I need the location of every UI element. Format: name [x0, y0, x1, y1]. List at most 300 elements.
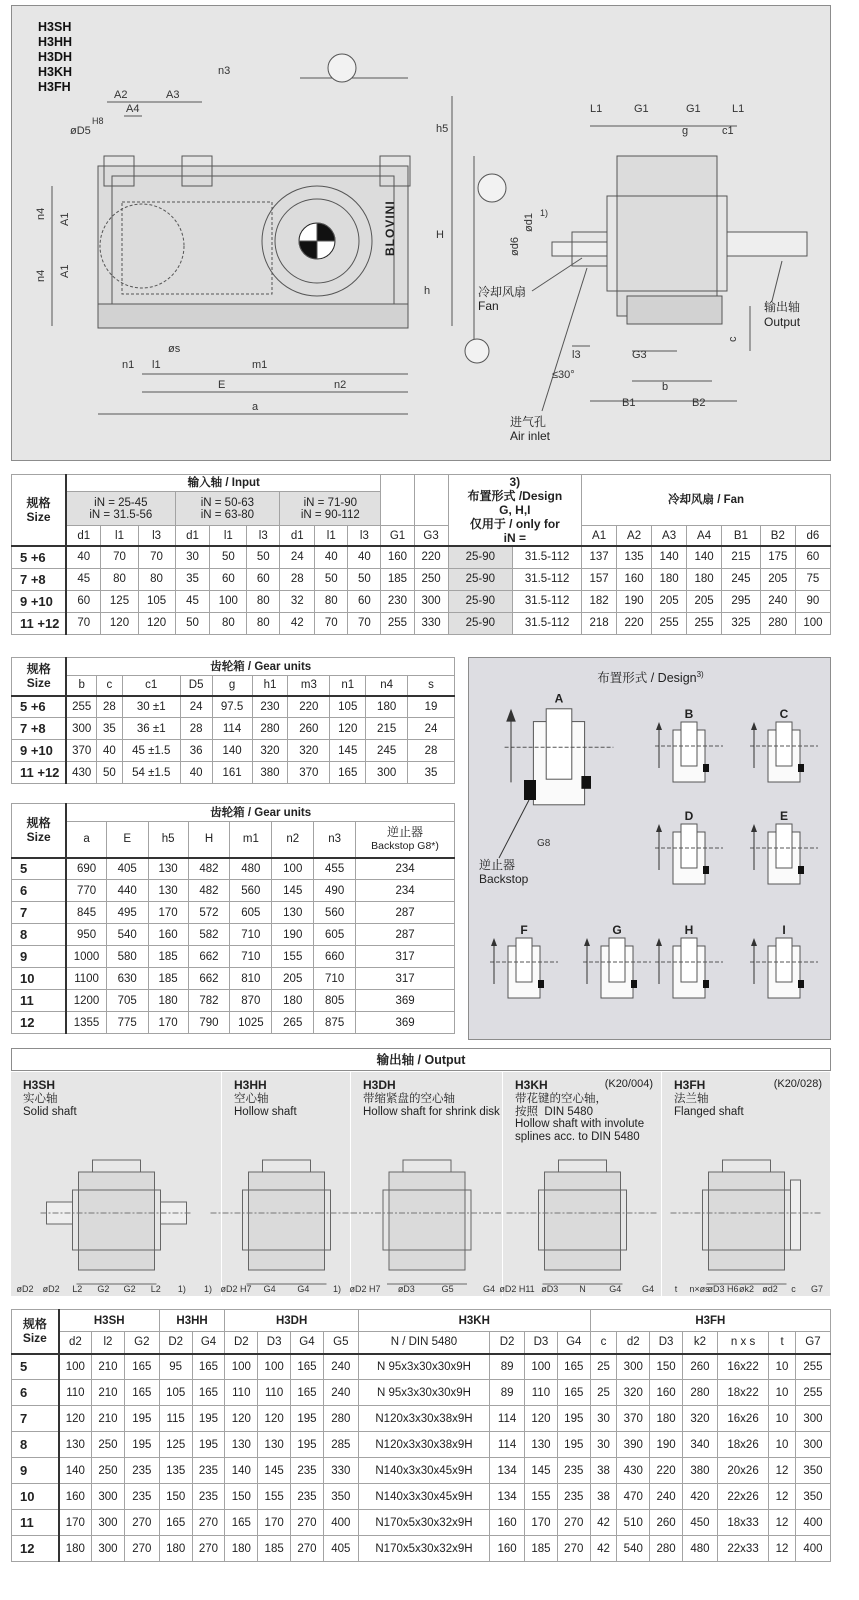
column-header: d6	[795, 526, 830, 546]
dim-label: t	[674, 1284, 678, 1294]
table-cell: 60	[247, 568, 280, 590]
table-cell: 160	[650, 1380, 683, 1406]
table-cell: 120	[59, 1406, 92, 1432]
table-cell: 210	[92, 1406, 125, 1432]
dim-label: G4	[297, 1284, 310, 1294]
table-cell: 235	[124, 1484, 159, 1510]
dim-label: G4	[641, 1284, 655, 1294]
table-cell: 195	[124, 1406, 159, 1432]
output-type-description: 法兰轴 Flanged shaft	[674, 1093, 744, 1118]
gear-units-header: 齿轮箱 / Gear units	[66, 804, 454, 822]
arrangement-label: G	[612, 923, 622, 937]
column-header: l3	[138, 526, 175, 546]
backstop-label: 逆止器 Backstop	[479, 858, 529, 886]
table-cell: 245	[366, 740, 408, 762]
ratio-group: iN = 71-90 iN = 90-112	[280, 492, 381, 526]
table-row	[12, 612, 831, 634]
dim-label: B2	[692, 397, 706, 409]
table-cell: 18x22	[717, 1380, 768, 1406]
dim-label: 1)	[203, 1284, 213, 1294]
output-panel-h3kh	[499, 1072, 662, 1296]
table-cell: 775	[106, 1012, 148, 1034]
table-row	[12, 1406, 831, 1432]
column-header: G4	[557, 1332, 590, 1354]
table-cell: 36 ±1	[122, 718, 180, 740]
table-cell: 230	[252, 696, 288, 718]
dim-label: g	[682, 125, 689, 137]
table-cell: 330	[414, 612, 448, 634]
dim-label: øD5	[70, 125, 91, 137]
table-cell: 18x33	[717, 1510, 768, 1536]
table-cell: 287	[356, 902, 455, 924]
table-row	[12, 696, 455, 718]
table-cell: 25	[590, 1354, 617, 1380]
table-cell: 180	[650, 1406, 683, 1432]
table-cell: 50	[348, 568, 381, 590]
dim-label: 1)	[332, 1284, 342, 1294]
column-header: D2	[159, 1332, 192, 1354]
table-cell: 195	[557, 1406, 590, 1432]
table-cell: 130	[272, 902, 314, 924]
table-cell: 280	[323, 1406, 358, 1432]
arrangement-label: F	[520, 923, 528, 937]
size-cell: 9	[12, 946, 67, 968]
group-header: H3SH	[59, 1310, 160, 1332]
table-cell: 45	[175, 590, 210, 612]
table-cell: 165	[124, 1354, 159, 1380]
arrangement-diagram	[583, 923, 651, 998]
table-cell: 25	[590, 1380, 617, 1406]
table-cell: 145	[525, 1458, 558, 1484]
fan-cell: 205	[760, 568, 795, 590]
column-header: l3	[247, 526, 280, 546]
table-row	[12, 968, 455, 990]
table-cell: 280	[252, 718, 288, 740]
column-header: b	[66, 676, 96, 696]
table-cell: 120	[330, 718, 366, 740]
table-cell: 705	[106, 990, 148, 1012]
column-header: D3	[650, 1332, 683, 1354]
table-cell: 300	[617, 1354, 650, 1380]
table-cell: 150	[159, 1484, 192, 1510]
table-cell: 50	[315, 568, 348, 590]
table-cell: 260	[288, 718, 330, 740]
table-cell: 130	[525, 1432, 558, 1458]
size-cell: 5	[12, 858, 67, 880]
output-panel-h3fh	[662, 1072, 831, 1296]
output-type-description: 实心轴 Solid shaft	[23, 1093, 77, 1118]
table-cell: 40	[96, 740, 122, 762]
table-cell: 950	[66, 924, 106, 946]
design-header: 3) 布置形式 /Design G, H,I 仅用于 / only for iN =	[448, 475, 581, 547]
table-cell: 255	[795, 1380, 830, 1406]
column-header: d1	[175, 526, 210, 546]
table-cell: 300	[795, 1432, 830, 1458]
table-cell: 320	[288, 740, 330, 762]
column-header: N / DIN 5480	[358, 1332, 489, 1354]
dim-label: øD2	[42, 1284, 60, 1294]
table-cell: 180	[272, 990, 314, 1012]
dim-label: ød6	[509, 237, 521, 256]
size-cell: 6	[12, 1380, 59, 1406]
table-cell: 150	[225, 1484, 258, 1510]
table-cell: 195	[124, 1432, 159, 1458]
table-cell: 165	[291, 1354, 324, 1380]
table-cell: 190	[650, 1432, 683, 1458]
table-cell: 70	[66, 612, 101, 634]
column-header: a	[66, 822, 106, 858]
table-cell: 42	[590, 1510, 617, 1536]
table-cell: 125	[159, 1432, 192, 1458]
table-cell: 170	[148, 902, 188, 924]
output-type-name: H3DH	[363, 1078, 396, 1092]
dim-label: 1)	[540, 208, 549, 218]
gearbox-drawing-panel	[11, 5, 831, 461]
table-cell: 270	[124, 1536, 159, 1562]
arrangement-diagram	[505, 691, 614, 804]
table-cell: 38	[590, 1484, 617, 1510]
column-header: c	[96, 676, 122, 696]
table-cell: 120	[138, 612, 175, 634]
table-cell: 234	[356, 880, 455, 902]
table-cell: 710	[314, 968, 356, 990]
table-cell: 380	[683, 1458, 718, 1484]
dim-label: G3	[632, 349, 647, 361]
ratio-cell: 31.5-112	[513, 568, 582, 590]
fan-cell: 90	[795, 590, 830, 612]
angle-label: ≤30°	[552, 369, 575, 381]
ratio-cell: 25-90	[448, 546, 513, 568]
table-cell: 130	[148, 880, 188, 902]
table-cell: 235	[291, 1458, 324, 1484]
table-cell: 287	[356, 924, 455, 946]
output-type-code: (K20/028)	[773, 1078, 822, 1090]
model-name: H3SH	[38, 20, 72, 34]
table-cell: 134	[490, 1484, 525, 1510]
table-cell: 28	[96, 696, 122, 718]
table-cell: 165	[291, 1380, 324, 1406]
table-cell: 490	[314, 880, 356, 902]
table-row	[12, 990, 455, 1012]
table-cell: 60	[348, 590, 381, 612]
column-header: D3	[525, 1332, 558, 1354]
output-type-name: H3HH	[234, 1078, 267, 1092]
table-cell: 405	[323, 1536, 358, 1562]
design-arrangement-panel	[468, 657, 831, 1040]
size-cell: 7	[12, 1406, 59, 1432]
dim-label: G4	[263, 1284, 276, 1294]
table-cell: 140	[212, 740, 252, 762]
table-cell: 32	[280, 590, 315, 612]
size-cell: 8	[12, 1432, 59, 1458]
table-cell: 145	[258, 1458, 291, 1484]
table-cell: 270	[192, 1510, 225, 1536]
table-cell: 180	[366, 696, 408, 718]
table-cell: 160	[59, 1484, 92, 1510]
table-cell: 662	[188, 946, 230, 968]
ratio-cell: 31.5-112	[513, 590, 582, 612]
dim-label: b	[662, 381, 669, 393]
table-cell: 70	[101, 546, 138, 568]
table-cell: N 95x3x30x30x9H	[358, 1380, 489, 1406]
table-cell: 150	[650, 1354, 683, 1380]
table-cell: 100	[59, 1354, 92, 1380]
table-cell: 180	[225, 1536, 258, 1562]
table-cell: N120x3x30x38x9H	[358, 1432, 489, 1458]
dim-label: ød1	[523, 213, 535, 232]
table-cell: 320	[617, 1380, 650, 1406]
dim-label: ød2	[762, 1284, 778, 1294]
table-cell: 40	[66, 546, 101, 568]
table-cell: 240	[323, 1380, 358, 1406]
table-cell: 35	[175, 568, 210, 590]
table-cell: 710	[230, 946, 272, 968]
dim-label: øD3	[541, 1284, 559, 1294]
output-type-code: (K20/004)	[604, 1078, 653, 1090]
table-cell: 12	[769, 1484, 796, 1510]
size-cell: 12	[12, 1536, 59, 1562]
ratio-group: iN = 50-63 iN = 63-80	[175, 492, 280, 526]
table-cell: 405	[106, 858, 148, 880]
table-cell: 810	[230, 968, 272, 990]
column-header: l1	[315, 526, 348, 546]
table-cell: 1355	[66, 1012, 106, 1034]
fan-label-cn: 冷却风扇	[478, 285, 527, 299]
arrangement-diagram	[490, 923, 558, 998]
table-cell: 185	[258, 1536, 291, 1562]
table-cell: 42	[590, 1536, 617, 1562]
table-cell: 782	[188, 990, 230, 1012]
dim-label: øD2	[16, 1284, 34, 1294]
arrangement-diagram	[750, 707, 818, 782]
arrangement-diagram	[655, 923, 723, 998]
table-cell: 130	[258, 1432, 291, 1458]
dim-label: 1)	[177, 1284, 186, 1294]
size-cell: 9 +10	[12, 590, 67, 612]
table-cell: 190	[272, 924, 314, 946]
table-cell: 10	[769, 1432, 796, 1458]
table-cell: 165	[192, 1380, 225, 1406]
dim-label: A4	[126, 103, 140, 115]
backstop-header: 逆止器 Backstop G8*)	[356, 822, 455, 858]
table-cell: 155	[272, 946, 314, 968]
table-cell: 42	[280, 612, 315, 634]
dim-label: G4	[482, 1284, 496, 1294]
fan-cell: 180	[652, 568, 687, 590]
table-cell: 300	[795, 1406, 830, 1432]
column-header: k2	[683, 1332, 718, 1354]
table-cell: 40	[348, 546, 381, 568]
table-cell: 1200	[66, 990, 106, 1012]
table-cell: 130	[59, 1432, 92, 1458]
table-cell: 28	[280, 568, 315, 590]
column-header: s	[408, 676, 455, 696]
table-cell: 285	[323, 1432, 358, 1458]
table-cell: 870	[230, 990, 272, 1012]
fan-cell: 245	[722, 568, 761, 590]
dim-label: G1	[686, 103, 701, 115]
table-cell: 16x26	[717, 1406, 768, 1432]
fan-cell: 325	[722, 612, 761, 634]
ratio-cell: 25-90	[448, 612, 513, 634]
dim-label: øD3 H6	[707, 1284, 739, 1294]
table-cell: 320	[683, 1406, 718, 1432]
table-cell: 10	[769, 1380, 796, 1406]
table-cell: 235	[192, 1458, 225, 1484]
size-cell: 11	[12, 1510, 59, 1536]
arrangement-diagram	[750, 809, 818, 884]
table-cell: 30 ±1	[122, 696, 180, 718]
table-cell: 110	[258, 1380, 291, 1406]
column-header: D3	[258, 1332, 291, 1354]
size-cell: 8	[12, 924, 67, 946]
dim-label: A1	[59, 264, 71, 278]
table-cell: 240	[323, 1354, 358, 1380]
column-header: B2	[760, 526, 795, 546]
table-row	[12, 902, 455, 924]
table-cell: 560	[230, 880, 272, 902]
table-cell: 235	[557, 1458, 590, 1484]
table-cell: 845	[66, 902, 106, 924]
table-row	[12, 924, 455, 946]
table-cell: 120	[258, 1406, 291, 1432]
table-cell: 205	[272, 968, 314, 990]
table-cell: 130	[225, 1432, 258, 1458]
column-header: G2	[124, 1332, 159, 1354]
table-cell: 12	[769, 1536, 796, 1562]
size-cell: 9 +10	[12, 740, 67, 762]
dim-label: E	[218, 379, 226, 391]
fan-cell: 75	[795, 568, 830, 590]
table-cell: 105	[330, 696, 366, 718]
column-header: B1	[722, 526, 761, 546]
fan-cell: 215	[722, 546, 761, 568]
dim-label: n4	[35, 207, 47, 220]
output-shaft-side	[727, 232, 807, 256]
table-cell: 60	[210, 568, 247, 590]
table-cell: 80	[210, 612, 247, 634]
table-cell: 40	[180, 762, 212, 784]
table-cell: N140x3x30x45x9H	[358, 1458, 489, 1484]
table-cell: 114	[490, 1406, 525, 1432]
column-header: c	[590, 1332, 617, 1354]
table-cell: 10	[769, 1406, 796, 1432]
table-cell: 165	[557, 1354, 590, 1380]
fan-cell: 218	[582, 612, 617, 634]
group-header: H3HH	[159, 1310, 225, 1332]
output-panel-h3dh	[351, 1072, 503, 1296]
table-cell: N 95x3x30x30x9H	[358, 1354, 489, 1380]
fan-cell: 100	[795, 612, 830, 634]
fan-cell: 255	[687, 612, 722, 634]
table-cell: 320	[252, 740, 288, 762]
column-header: G5	[323, 1332, 358, 1354]
table-cell: 24	[280, 546, 315, 568]
table-cell: 165	[225, 1510, 258, 1536]
dim-label: øD2 H7	[349, 1284, 381, 1294]
table-cell: 440	[106, 880, 148, 902]
dim-label: L2	[150, 1284, 161, 1294]
table-cell: 120	[225, 1406, 258, 1432]
table-cell: 630	[106, 968, 148, 990]
column-header: D2	[225, 1332, 258, 1354]
column-header: c1	[122, 676, 180, 696]
column-header: d1	[66, 526, 101, 546]
column-header: g	[212, 676, 252, 696]
table-cell: 50	[96, 762, 122, 784]
fan-cell: 190	[617, 590, 652, 612]
group-header: H3KH	[358, 1310, 590, 1332]
arrangement-diagram	[655, 809, 723, 884]
table-row	[12, 762, 455, 784]
table-cell: 260	[650, 1510, 683, 1536]
size-header: 规格 Size	[12, 804, 67, 858]
table-cell: 280	[683, 1380, 718, 1406]
table-cell: 70	[138, 546, 175, 568]
table-cell: 380	[252, 762, 288, 784]
table-cell: 260	[683, 1354, 718, 1380]
dim-label: c1	[722, 125, 734, 137]
table-cell: 250	[414, 568, 448, 590]
table-cell: 89	[490, 1354, 525, 1380]
table-cell: 161	[212, 762, 252, 784]
column-header: d2	[617, 1332, 650, 1354]
dim-label: H	[436, 229, 444, 241]
table-cell: 270	[124, 1510, 159, 1536]
fan-cell: 175	[760, 546, 795, 568]
table-cell: 280	[650, 1536, 683, 1562]
column-header: A1	[582, 526, 617, 546]
dim-label: n3	[218, 65, 231, 77]
table-cell: 350	[323, 1484, 358, 1510]
table-cell: N140x3x30x45x9H	[358, 1484, 489, 1510]
input-fan-table	[11, 474, 831, 635]
table-cell: 30	[590, 1432, 617, 1458]
table-cell: 430	[617, 1458, 650, 1484]
ratio-cell: 31.5-112	[513, 546, 582, 568]
fan-cell: 160	[617, 568, 652, 590]
table-cell: 22x26	[717, 1484, 768, 1510]
size-cell: 9	[12, 1458, 59, 1484]
size-cell: 7	[12, 902, 67, 924]
table-cell: 455	[314, 858, 356, 880]
design-diagrams	[469, 658, 832, 1041]
dim-label: G2	[97, 1284, 110, 1294]
table-cell: 24	[408, 718, 455, 740]
table-cell: 510	[617, 1510, 650, 1536]
table-cell: N170x5x30x32x9H	[358, 1536, 489, 1562]
table-row	[12, 740, 455, 762]
dim-label: h5	[436, 123, 449, 135]
column-header: l2	[92, 1332, 125, 1354]
fan-cell: 295	[722, 590, 761, 612]
fan-cell: 140	[652, 546, 687, 568]
column-header: n4	[366, 676, 408, 696]
table-cell: 195	[192, 1406, 225, 1432]
table-cell: 80	[247, 590, 280, 612]
table-cell: 660	[314, 946, 356, 968]
input-header: 输入轴 / Input	[66, 475, 381, 492]
column-header: d2	[59, 1332, 92, 1354]
table-cell: 1025	[230, 1012, 272, 1034]
table-cell: 370	[288, 762, 330, 784]
table-cell: 270	[192, 1536, 225, 1562]
table-cell: 145	[272, 880, 314, 902]
table-cell: 300	[92, 1536, 125, 1562]
dim-label: G1	[634, 103, 649, 115]
table-cell: 110	[225, 1380, 258, 1406]
table-cell: 145	[330, 740, 366, 762]
